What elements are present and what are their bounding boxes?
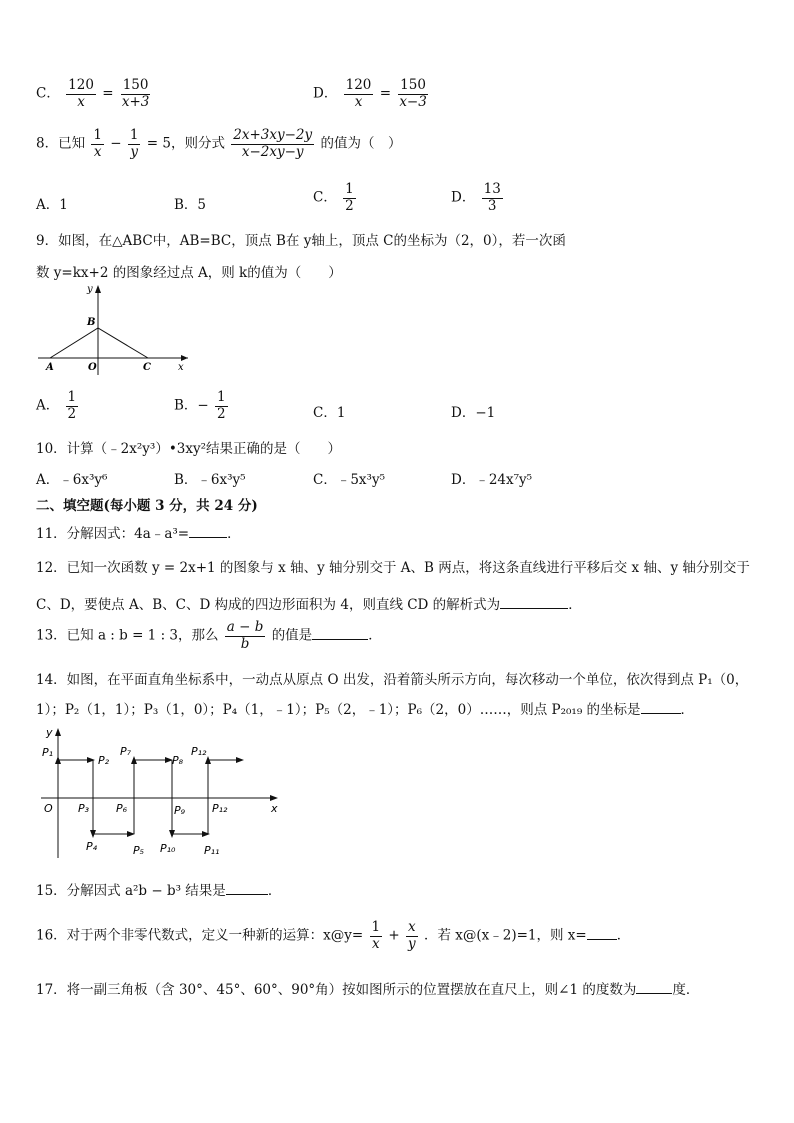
q16: 16．对于两个非零代数式，定义一种新的运算：x@y= $\frac{1}{x}$ + $\frac{x}{y}$ ．若 x@(x﹣2)=1，则 x= ．	[36, 919, 631, 952]
fig2-p10-label: P₁₀	[160, 842, 176, 855]
q10-option-d: D．﹣24x⁷y⁵	[451, 472, 533, 488]
fig2-p7-label: P₇	[120, 745, 132, 758]
fig-y-label: y	[87, 284, 93, 295]
q14-line1: 14．如图，在平面直角坐标系中，一动点从原点 O 出发，沿着箭头所示方向，每次移动一个单位，依次得到点 P₁（0，	[36, 672, 749, 688]
q13: 13．已知 a : b = 1 : 3，那么 $\frac{a - b}{b}$ 的值是 ．	[36, 619, 382, 652]
q14-answer-blank[interactable]	[641, 701, 681, 714]
fig2-p1-label: P₁	[42, 746, 54, 759]
q10-option-c: C．﹣5x³y⁵	[313, 472, 385, 488]
fig-x-label: x	[178, 362, 184, 373]
fig2-p4-label: P₄	[86, 840, 98, 853]
fig2-p9-label: P₉	[174, 804, 186, 817]
fig2-p6-label: P₆	[116, 802, 128, 815]
q15-answer-blank[interactable]	[226, 882, 268, 895]
section-fill-in-heading: 二、填空题(每小题 3 分，共 24 分)	[36, 498, 258, 514]
q9-triangle-figure	[30, 280, 200, 380]
q16-answer-blank[interactable]	[587, 927, 617, 940]
q17-answer-blank[interactable]	[636, 981, 672, 994]
fig2-p8-label: P₈	[172, 754, 184, 767]
fig-c-label: C	[143, 362, 151, 373]
q9-option-a: A． $\frac{1}{2}$	[36, 389, 77, 422]
fig2-p12-label: P₁₂	[191, 745, 207, 758]
q9-line2: 数 y=kx+2 的图象经过点 A，则 k的值为（ ）	[36, 265, 342, 281]
q9-option-b: B．− $\frac{1}{2}$	[174, 389, 226, 422]
q14-line2: 1）；P₂（1，1）；P₃（1，0）；P₄（1，﹣1）；P₅（2，﹣1）；P₆（2，0）……，则点 P₂₀₁₉ 的坐标是 ．	[36, 702, 695, 718]
fig2-p11-label: P₁₁	[204, 844, 220, 857]
q8-option-a: A．1	[36, 197, 68, 213]
q13-answer-blank[interactable]	[312, 627, 368, 640]
fig-a-label: A	[46, 362, 54, 373]
q10-stem: 10．计算（﹣2x²y³）•3xy²结果正确的是（ ）	[36, 441, 342, 457]
q12-line2: C、D，要使点 A、B、C、D 构成的四边形面积为 4，则直线 CD 的解析式为 ．	[36, 597, 582, 613]
q8-option-b: B．5	[174, 197, 207, 213]
q9-line1: 9．如图，在△ABC中，AB=BC，顶点 B在 y轴上，顶点 C的坐标为（2，0），若一次函	[36, 233, 566, 249]
q17: 17．将一副三角板（含 30°、45°、60°、90°角）按如图所示的位置摆放在直尺上，则∠1 的度数为 度．	[36, 982, 700, 998]
fig2-p2-label: P₂	[98, 754, 110, 767]
fig-o-label: O	[88, 362, 97, 373]
fig2-p5-label: P₅	[133, 844, 145, 857]
q9-option-d: D．−1	[451, 405, 496, 421]
fig2-y-label: y	[46, 726, 53, 739]
q10-option-b: B．﹣6x³y⁵	[174, 472, 246, 488]
q15: 15．分解因式 a²b − b³ 结果是 ．	[36, 883, 282, 899]
q12-answer-blank[interactable]	[500, 596, 568, 609]
q8-option-d: D． $\frac{13}{3}$	[451, 181, 501, 214]
q8-option-c: C． $\frac{1}{2}$	[313, 181, 354, 214]
q7-option-d: D． $\frac{120}{x}$ = $\frac{150}{x-3}$	[313, 77, 427, 110]
q10-option-a: A．﹣6x³y⁶	[36, 472, 108, 488]
fig2-p12-axis-label: P₁₂	[212, 802, 228, 815]
fig2-origin-label: O	[44, 802, 53, 815]
fig-b-label: B	[87, 317, 96, 328]
q11-answer-blank[interactable]	[189, 525, 227, 538]
q11: 11．分解因式：4a﹣a³= ．	[36, 526, 241, 542]
fig2-p3-label: P₃	[78, 802, 90, 815]
q7-option-c: C． $\frac{120}{x}$ = $\frac{150}{x+3}$	[36, 77, 150, 110]
q12-line1: 12．已知一次函数 y = 2x+1 的图象与 x 轴、y 轴分别交于 A、B 两点，将这条直线进行平移后交 x 轴、y 轴分别交于	[36, 560, 750, 576]
q14-path-figure	[36, 722, 286, 862]
q9-option-c: C．1	[313, 405, 346, 421]
fig2-x-label: x	[271, 802, 278, 815]
q8-stem: 8．已知 $\frac{1}{x}$ − $\frac{1}{y}$ = 5，则分式 $\frac{2x+3xy-2y}{x-2xy-y}$ 的值为（ ）	[36, 127, 402, 160]
